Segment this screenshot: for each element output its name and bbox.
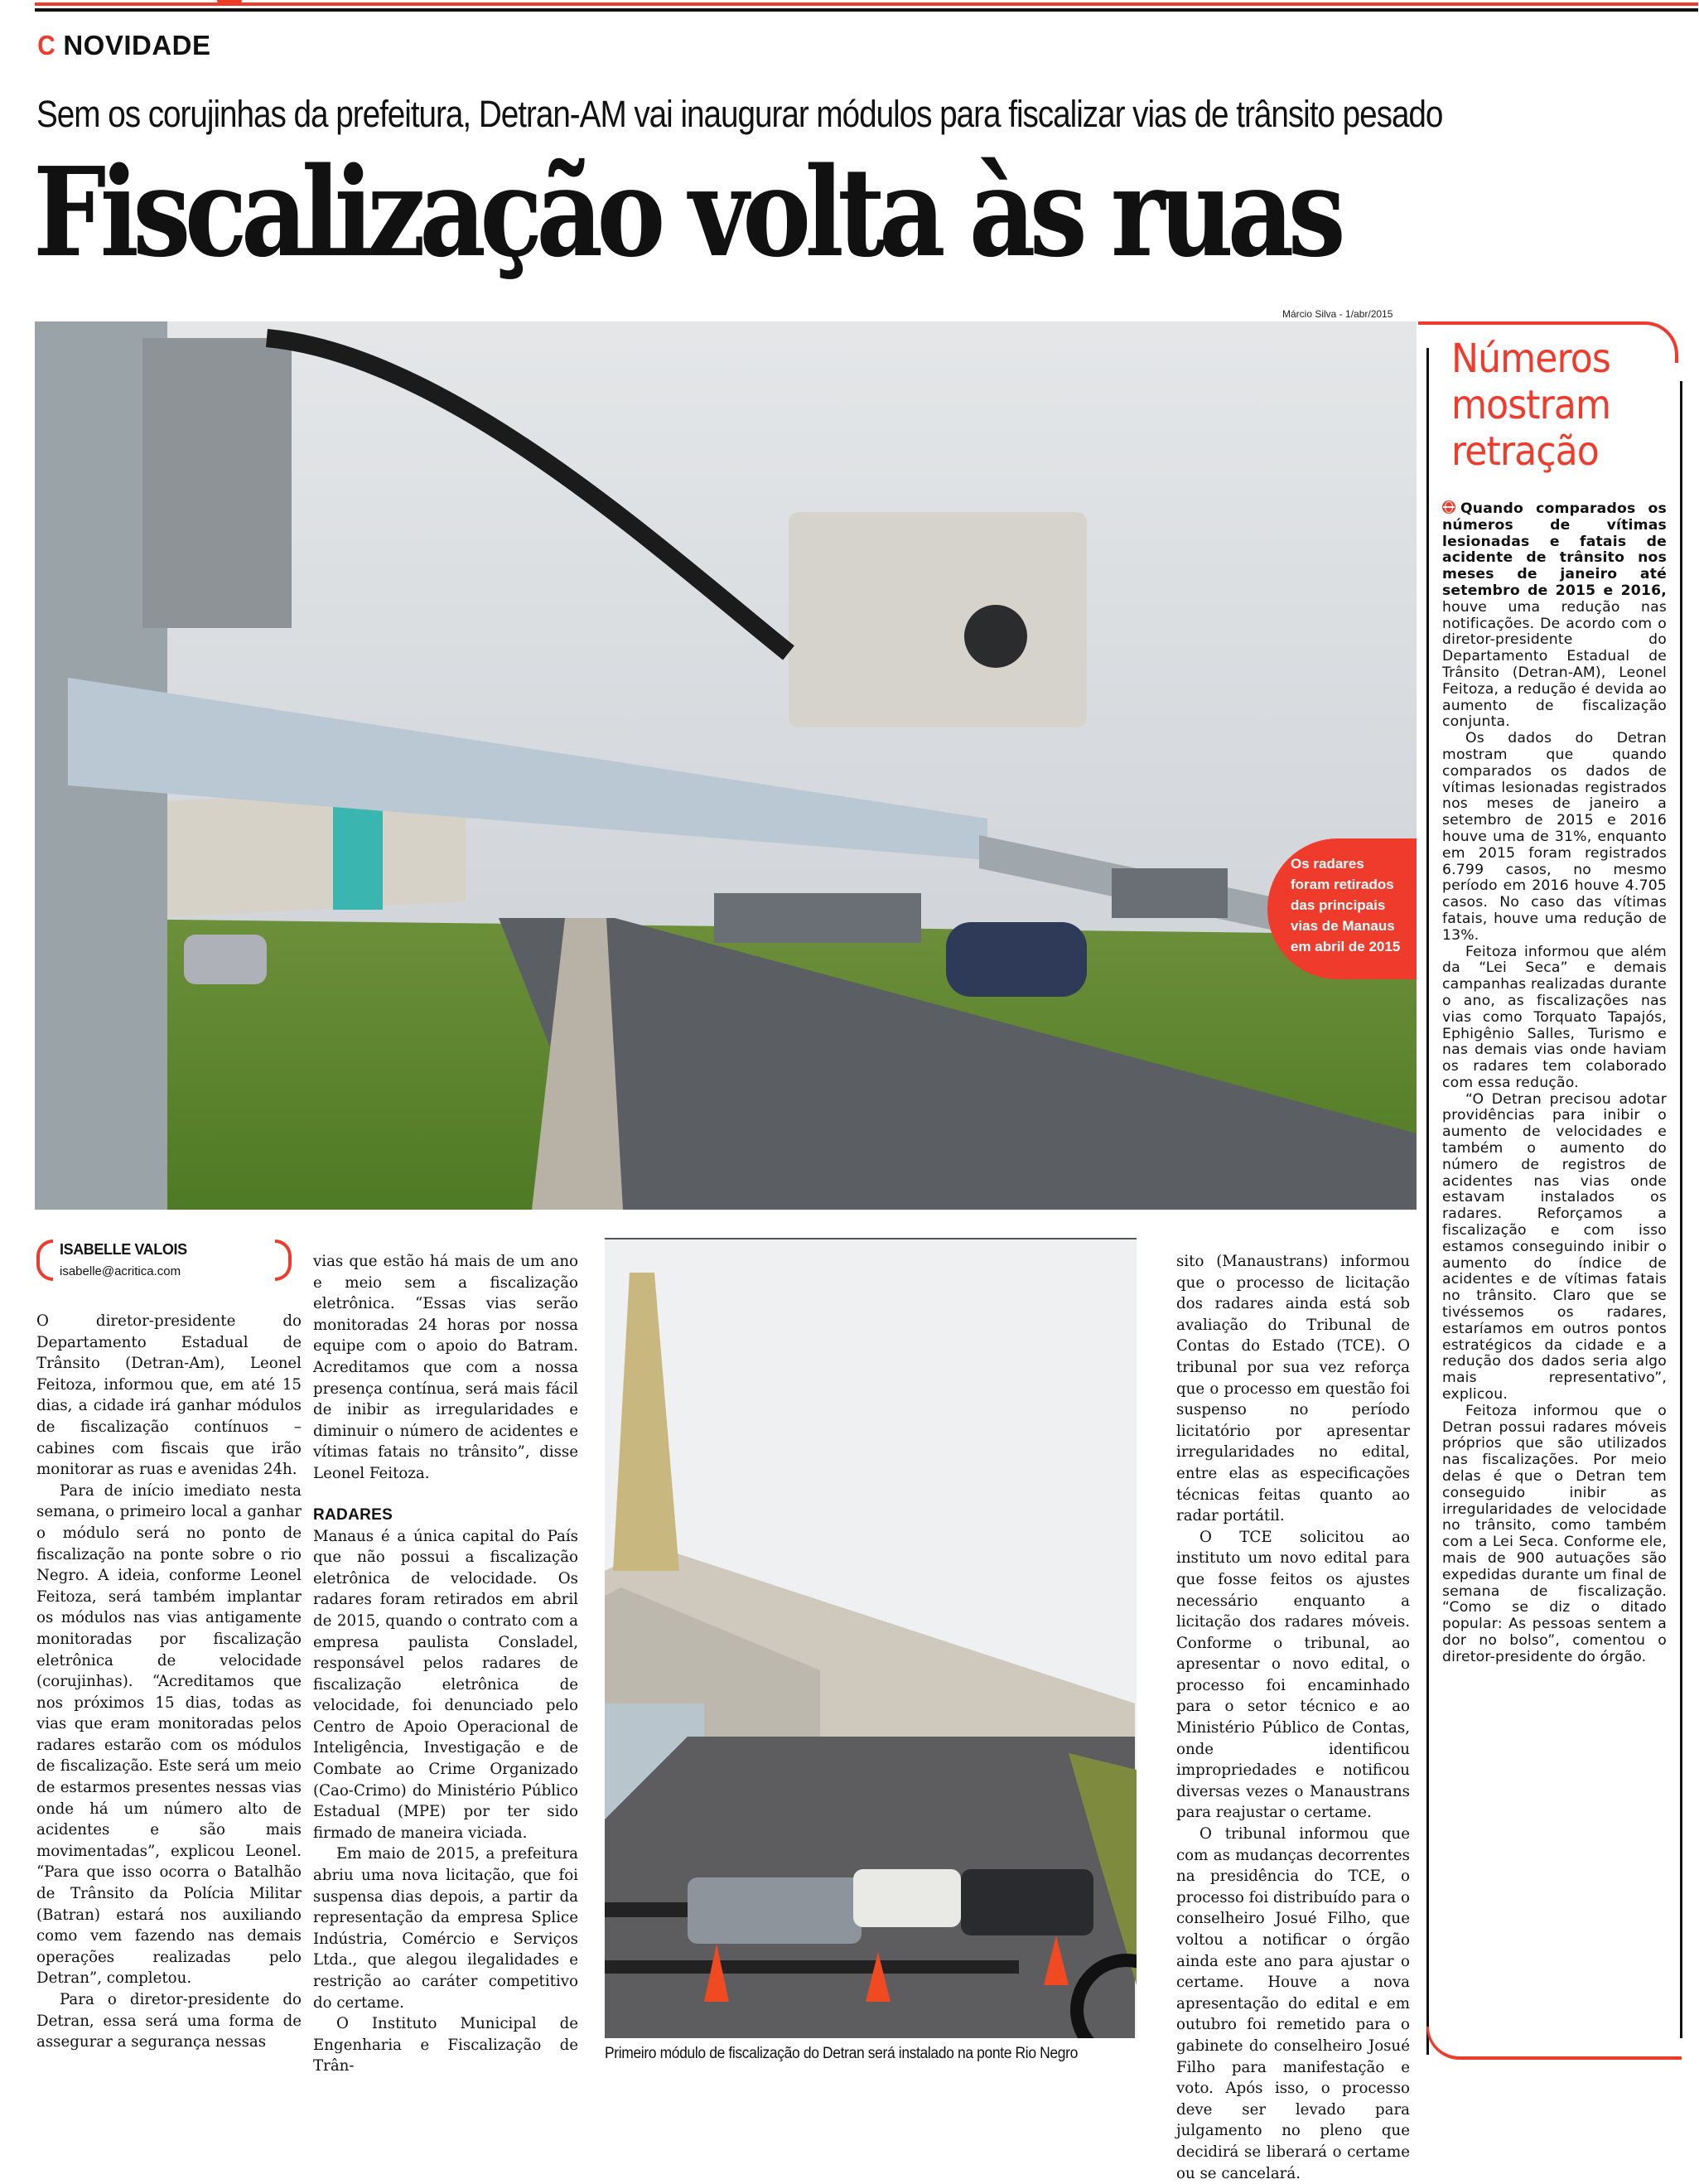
sign-panel — [714, 893, 921, 943]
globe-icon — [1442, 500, 1455, 514]
electrical-box — [142, 338, 292, 628]
top-rule-notch — [217, 0, 242, 5]
article-paragraph: Para o diretor-presidente do Detran, essa será uma forma de assegurar a segurança nessas — [36, 1991, 302, 2051]
section-label-text: NOVIDADE — [63, 30, 211, 60]
sidebar-lead-bold: Quando comparados os números de vítimas lesionadas e fatais de acidente de trânsito nos meses de janeiro até setembro de 2015 e 2016, — [1442, 500, 1667, 599]
bridge-photo-illustration — [605, 1239, 1137, 2038]
sidebar-paragraph: Feitoza informou que o Detran possui radares móveis próprios que são utilizados nas fiscalizações. Por meio delas é que o Detran tem conseguido inibir as irregularidades de velocidade no trânsito, como também com a Lei Seca. Conforme ele, mais de 900 autuações são expedidas durante um final de semana de fiscalização. “Como se diz o ditado popular: As pessoas sentem a dor no bolso”, comentou o diretor-presidente do órgão. — [1442, 1402, 1667, 1665]
article-column-2 — [313, 1251, 578, 2077]
headline: Fiscalização volta às ruas — [33, 140, 1340, 284]
sidebar-lead-rest: houve uma redução nas notificações. De acordo com o diretor-presidente do Departamento Estadual de Trânsito (Detran-AM), Leonel Feitoza, a redução é devida ao aumento de fiscalização conjunta. — [1442, 598, 1667, 731]
sidebar-rule-right — [1680, 381, 1682, 2038]
bridge-photo-caption: Primeiro módulo de fiscalização do Detran será instalado na ponte Rio Negro — [605, 2045, 1078, 2062]
camera-lens — [964, 605, 1027, 668]
article-paragraph: O TCE solicitou ao instituto um novo edital para que fosse feitos os ajustes necessário enquanto a licitação dos radares móveis. Conforme o tribunal, ao apresentar o novo edital, o processo foi encaminhado para o setor técnico e ao Ministério Público de Contas, onde identificou impropriedades e notificou diversas vezes o Manaustrans para reajustar o certame. — [1176, 1528, 1410, 1822]
sidebar-title-line: mostram — [1451, 382, 1611, 428]
article-subhead: RADARES — [313, 1505, 393, 1524]
sidebar-title-line: retração — [1451, 428, 1599, 475]
article-column-3 — [1176, 1251, 1410, 2184]
byline-bracket-left — [36, 1239, 53, 1281]
article-paragraph: O diretor-presidente do Departamento Estadual de Trânsito (Detran-Am), Leonel Feitoza, informou que, em até 15 dias, a cidade irá ganhar módulos de fiscalização contínuos – cabines com fiscais que irão monitorar as ruas e avenidas 24h. — [36, 1312, 302, 1479]
article-paragraph: Manaus é a única capital do País que não possui a fiscalização eletrônica de velocidade. Os radares foram retirados em abril de 2015, quando o contrato com a empresa paulista Consladel, responsável pelos radares de fiscalização eletrônica de velocidade, foi denunciado pelo Centro de Apoio Operacional de Inteligência, Investigação e de Combate ao Crime Organizado (Cao-Crimo) do Ministério Público Estadual (MPE) por ter sido firmado de maneira viciada. — [313, 1527, 578, 1842]
barrier-lower — [605, 1960, 1019, 1974]
byline-bracket-right — [275, 1239, 292, 1281]
sidebar-title — [1451, 336, 1649, 475]
callout-line: foram retirados — [1291, 877, 1394, 892]
photo-callout — [1267, 838, 1417, 979]
callout-line: das principais — [1291, 897, 1386, 913]
car — [946, 922, 1087, 997]
sidebar-title-line: Números — [1451, 336, 1610, 382]
article-paragraph: sito (Manaustrans) informou que o processo de licitação dos radares ainda está sob avaliação do Tribunal de Contas do Estado (TCE). O tribunal por sua vez reforça que o processo em questão foi suspenso no período licitatório por apresentar irregularidades no edital, entre elas as especificações técnicas feitas quanto ao radar portátil. — [1176, 1253, 1410, 1525]
top-rule-red — [35, 2, 1698, 6]
callout-line: vias de Manaus — [1291, 918, 1395, 934]
article-paragraph: O tribunal informou que com as mudanças decorrentes na presidência do TCE, o processo foi distribuído para o conselheiro Josué Filho, que voltou a notificar o órgão ainda este ano para ajustar o certame. Houve a nova apresentação do edital e em outubro foi remetido para o gabinete do conselheiro Josué Filho para manifestação e voto. Após isso, o processo deve ser levado para julgamento no pleno que decidirá se liberará o certame ou se cancelará. — [1176, 1825, 1410, 2182]
sidebar-frame-bottom — [1426, 2027, 1682, 2060]
photo-credit: Márcio Silva - 1/abr/2015 — [1282, 308, 1393, 320]
callout-line: em abril de 2015 — [1291, 939, 1401, 954]
author-name: ISABELLE VALOIS — [60, 1241, 187, 1258]
callout-line: Os radares — [1291, 856, 1364, 872]
sidebar-paragraph: Feitoza informou que além da “Lei Seca” e demais campanhas realizadas durante o ano, as fiscalizações nas vias como Torquato Tapajós, Ephigênio Salles, Turismo e nas demais vias onde haviam os radares tem colaborado com essa redução. — [1442, 943, 1667, 1091]
sign-panel-2 — [1112, 868, 1228, 918]
article-paragraph: Em maio de 2015, a prefeitura abriu uma nova licitação, que foi suspensa dias depois, a partir da representação da empresa Splice Indústria, Comércio e Serviços Ltda., que alegou ilegalidades e restrição ao caráter competitivo do certame. — [313, 1845, 578, 2012]
article-paragraph: vias que estão há mais de um ano e meio sem a fiscalização eletrônica. “Essas vias serão monitoradas 24 horas por nossa equipe com o apoio do Batram. Acreditamos que com a nossa presença contínua, será mais fácil de inibir as irregularidades e diminuir o número de acidentes e vítimas fatais no trânsito”, disse Leonel Feitoza. — [313, 1253, 578, 1482]
sidebar-lead — [1442, 500, 1667, 731]
c-logo-icon: C — [37, 30, 56, 60]
main-photo-illustration — [35, 321, 1417, 1210]
sidebar-paragraph: Os dados do Detran mostram que quando comparados os dados de vítimas lesionadas registrados nos meses de janeiro a setembro de 2015 e 2016 houve uma de 31%, enquanto em 2015 foram registrados 6.799 casos, no mesmo período em 2016 houve 4.705 casos. No caso das vítimas fatais, houve uma redução de 13%. — [1442, 730, 1667, 944]
author-email[interactable]: isabelle@acritica.com — [60, 1264, 181, 1278]
speed-camera — [789, 512, 1087, 727]
kicker: Sem os corujinhas da prefeitura, Detran-AM vai inaugurar módulos para fiscalizar vias de trânsito pesado — [36, 93, 1443, 135]
parked-car — [184, 935, 267, 984]
article-column-1 — [36, 1311, 302, 2053]
white-car — [853, 1869, 961, 1927]
bridge-photo — [605, 1238, 1137, 2038]
article-paragraph: Para de início imediato nesta semana, o primeiro local a ganhar o módulo será no ponto de fiscalização na ponte sobre o rio Negro. A ideia, conforme Leonel Feitoza, será também implantar os módulos nas vias antigamente monitoradas por fiscalização eletrônica de velocidade (corujinhas). “Acreditamos que nos próximos 15 dias, todas as vias que eram monitoradas pelos radares estarão com os módulos de fiscalização. Este será um meio de estarmos presentes nessas vias onde há um número alto de acidentes e são mais movimentadas”, explicou Leonel. “Para que isso ocorra o Batalhão de Trânsito da Polícia Militar (Batran) estará nos auxiliando como vem fazendo nas demais operações realizadas pelo Detran”, completou. — [36, 1481, 302, 1988]
top-rule-black — [35, 8, 1698, 12]
byline — [36, 1238, 292, 1288]
car — [688, 1877, 862, 1944]
main-photo — [35, 321, 1417, 1210]
dark-car — [961, 1869, 1093, 1935]
section-label — [36, 30, 211, 61]
sidebar-paragraph: “O Detran precisou adotar providências para inibir o aumento de velocidades e também o aumento do número de registros de acidentes nas vias onde estavam instalados os radares. Reforçamos a fiscalização e com isso estamos conseguindo inibir o aumento do índice de acidentes e de vítimas fatais no trânsito. Claro que se tivéssemos os radares, estaríamos em outros pontos estratégicos da cidade e a redução dos dados seria algo mais representativo”, explicou. — [1442, 1090, 1667, 1404]
article-paragraph: O Instituto Municipal de Engenharia e Fiscalização de Trân- — [313, 2015, 578, 2075]
sidebar-body — [1442, 500, 1667, 1666]
sidebar-rule-left — [1426, 348, 1429, 2055]
